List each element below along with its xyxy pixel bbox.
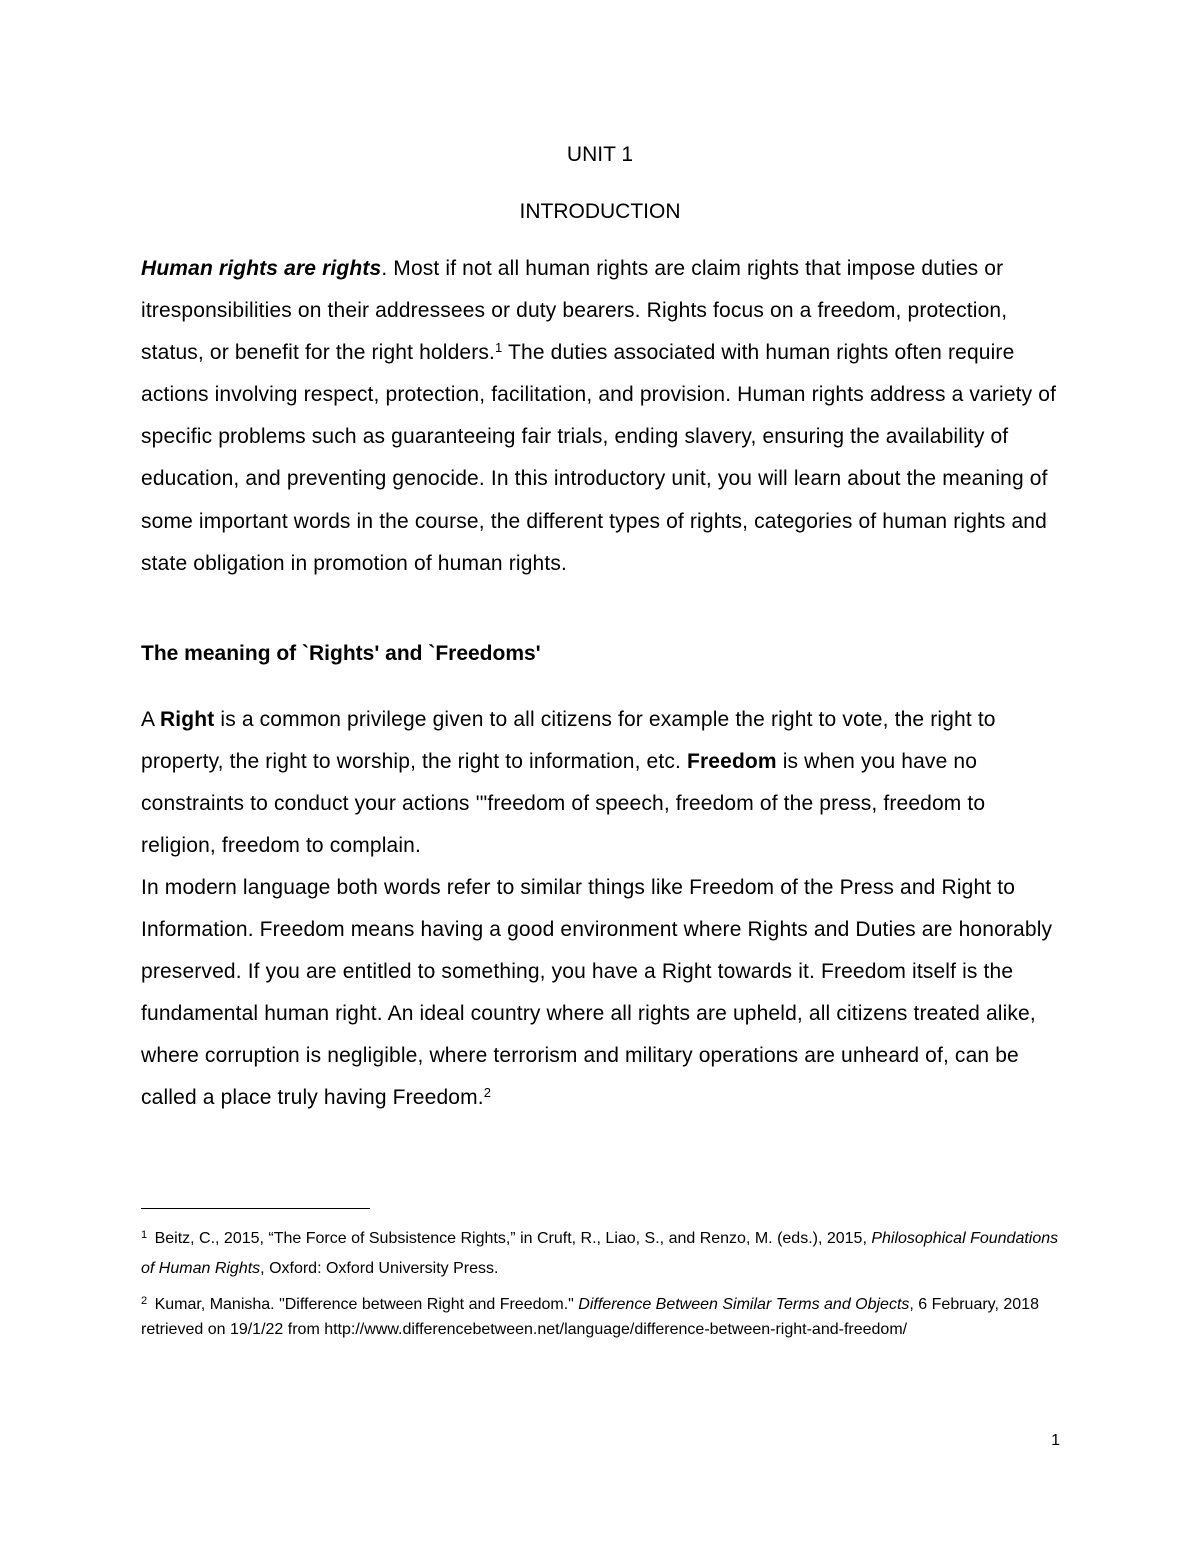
page-number: 1 [1051,1432,1060,1449]
meaning-text-b: is a common privilege given to all citizens for example the right to vote, the right to property, the right to worship, the right to information, etc. [141,708,996,774]
intro-paragraph [141,248,1066,585]
footnote-1-text-b: , Oxford: Oxford University Press. [260,1260,499,1277]
footnote-1-text-a: Beitz, C., 2015, “The Force of Subsistence Rights,” in Cruft, R., Liao, S., and Renzo, M. (eds.), 2015, [150,1230,872,1247]
footnote-1-title: Philosophical Foundations of Human Rights [141,1230,1059,1277]
footnote-1 [141,1224,1066,1284]
section-title: INTRODUCTION [519,200,681,223]
meaning-heading: The meaning of `Rights' and `Freedoms' [141,642,541,665]
intro-text-a: . Most if not all human rights are claim rights that impose duties or itresponsibilities on their addressees or duty bearers. Rights focus on a freedom, protection, status, or benefit for the right holders. [141,257,1008,365]
meaning-text-a: A [141,708,160,731]
footnote-ref-2[interactable]: 2 [483,1085,492,1101]
unit-title: UNIT 1 [566,143,634,166]
footnote-separator [141,1208,370,1209]
footnote-ref-1[interactable]: 1 [495,340,503,356]
footnote-2-title: Difference Between Similar Terms and Objects [578,1296,910,1313]
meaning-text-c: is when you have no constraints to conduct your actions '"freedom of speech, freedom of the press, freedom to religion, freedom to complain. [141,750,986,858]
footnote-2-text-a: Kumar, Manisha. "Difference between Right and Freedom." [150,1296,579,1313]
meaning-paragraph-2 [141,867,1066,1120]
meaning-text-p2: In modern language both words refer to similar things like Freedom of the Press and Right to Information. Freedom means having a good environment where Rights and Duties are honorably preserved. If you are entitled to something, you have a Right towards it. Freedom itself is the fundamental human right. An ideal country where all rights are upheld, all citizens treated alike, where corruption is negligible, where terrorism and military operations are unheard of, can be called a place truly having Freedom. [141,876,1053,1110]
intro-text-b: The duties associated with human rights often require actions involving respect, protection, facilitation, and provision. Human rights address a variety of specific problems such as guaranteeing fair trials, ending slavery, ensuring the availability of education, and preventing genocide. In this introductory unit, you will learn about the meaning of some important words in the course, the different types of rights, categories of human rights and state obligation in promotion of human rights. [141,341,1057,575]
term-freedom: Freedom [687,750,777,774]
footnote-1-number: 1 [141,1229,148,1241]
footnote-2-number: 2 [141,1295,148,1307]
footnote-2-text-b: , 6 February, 2018 retrieved on 19/1/22 from http://www.differencebetween.net/language/difference-between-right-and-freedom/ [141,1296,1039,1338]
intro-lead: Human rights are rights [141,257,382,280]
footnote-2 [141,1292,1066,1342]
term-right: Right [159,708,215,731]
meaning-paragraph-1 [141,699,1066,867]
